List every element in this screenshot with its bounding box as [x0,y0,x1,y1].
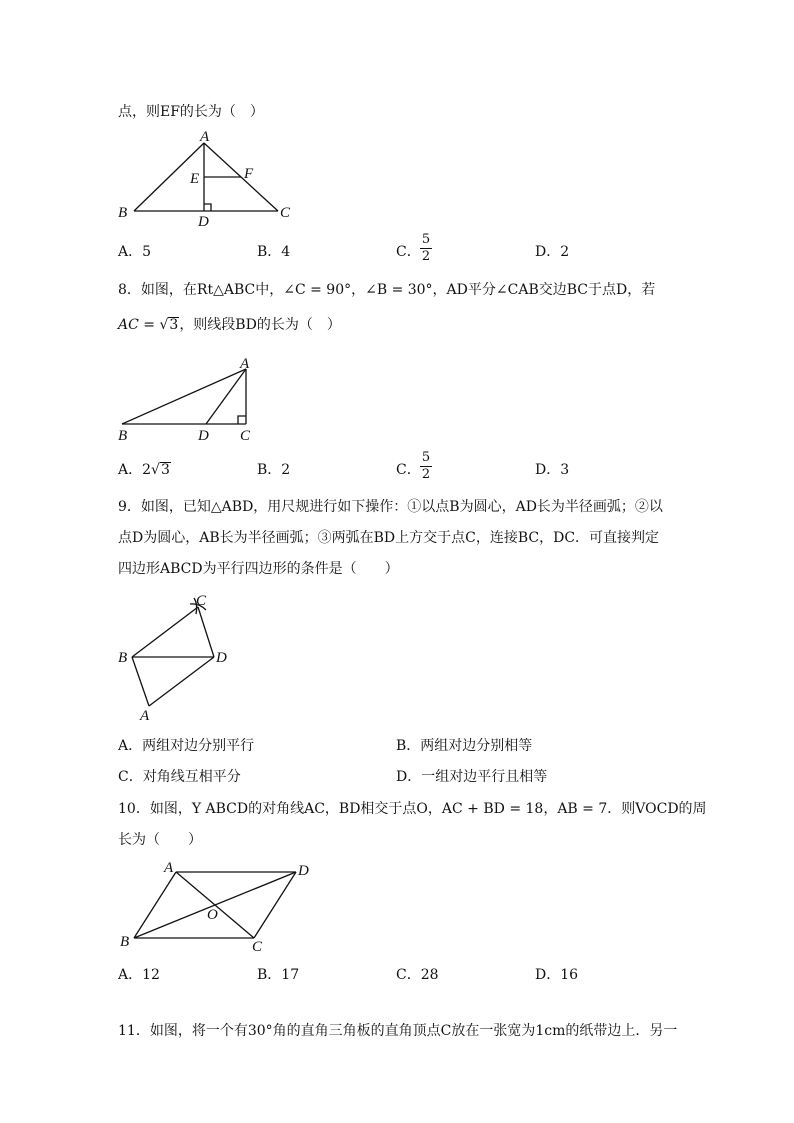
q10-label-C: C [252,939,263,955]
q8-option-d[interactable]: D．3 [535,462,570,478]
q7-label-A: A [200,129,210,145]
q10-label-D: D [298,863,309,879]
q9-label-C: C [196,593,207,609]
q7-option-c-fraction: 5 2 [421,232,431,264]
q10-option-a[interactable]: A．12 [118,967,160,983]
q10-option-b[interactable]: B．17 [257,967,300,983]
q9-label-D: D [216,650,227,666]
q9-option-a[interactable]: A．两组对边分别平行 [118,738,255,754]
q9-option-d[interactable]: D．一组对边平行且相等 [396,769,548,785]
q8-option-a[interactable]: A．2√3 [118,462,170,478]
q7-option-b[interactable]: B．4 [257,244,291,260]
q7-stem: 点，则EF的长为（ ） [118,104,264,120]
q10-label-A: A [164,860,174,876]
q8-option-c-fraction: 5 2 [421,450,431,482]
q8-stem-line2: AC = √3，则线段BD的长为（ ） [118,317,341,333]
q9-figure [110,590,250,725]
q10-label-B: B [120,934,130,950]
q8-label-D: D [198,428,209,444]
q8-stem-line1: 8．如图，在Rt△ABC中，∠C = 90°，∠B = 30°，AD平分∠CAB交边BC于点D，若 [118,282,656,298]
q10-label-O: O [207,907,218,923]
q9-option-b[interactable]: B．两组对边分别相等 [396,738,533,754]
q9-label-B: B [118,650,128,666]
q7-option-c[interactable]: C． [396,244,421,260]
q10-stem-line1: 10．如图，Y ABCD的对角线AC，BD相交于点O，AC + BD = 18，AB = 7．则VOCD的周 [118,801,707,817]
q7-label-F: F [244,166,254,182]
q10-option-d[interactable]: D．16 [535,967,579,983]
q9-stem-line3: 四边形ABCD为平行四边形的条件是（ ） [118,561,399,577]
q8-figure [110,354,270,446]
q9-stem-line1: 9．如图，已知△ABD，用尺规进行如下操作：①以点B为圆心，AD长为半径画弧；②以 [118,499,663,515]
q7-label-B: B [118,205,128,221]
q11-stem-line1: 11．如图，将一个有30°角的直角三角板的直角顶点C放在一张宽为1cm的纸带边上．另一 [118,1023,678,1039]
q7-label-E: E [190,171,200,187]
q9-stem-line2: 点D为圆心，AB长为半径画弧；③两弧在BD上方交于点C，连接BC，DC．可直接判定 [118,530,660,546]
q9-option-c[interactable]: C．对角线互相平分 [118,769,241,785]
q10-stem-line2: 长为（ ） [118,832,202,848]
q7-label-C: C [280,205,291,221]
q7-option-a[interactable]: A．5 [118,244,152,260]
q8-label-C: C [240,428,251,444]
q10-option-c[interactable]: C．28 [396,967,439,983]
q7-figure [110,128,310,228]
q9-label-A: A [140,708,150,724]
q8-option-c[interactable]: C． [396,462,421,478]
q7-label-D: D [198,214,209,230]
q8-label-B: B [118,428,128,444]
q8-option-b[interactable]: B．2 [257,462,291,478]
q7-option-d[interactable]: D．2 [535,244,570,260]
q10-figure [110,858,320,958]
q8-label-A: A [240,356,250,372]
